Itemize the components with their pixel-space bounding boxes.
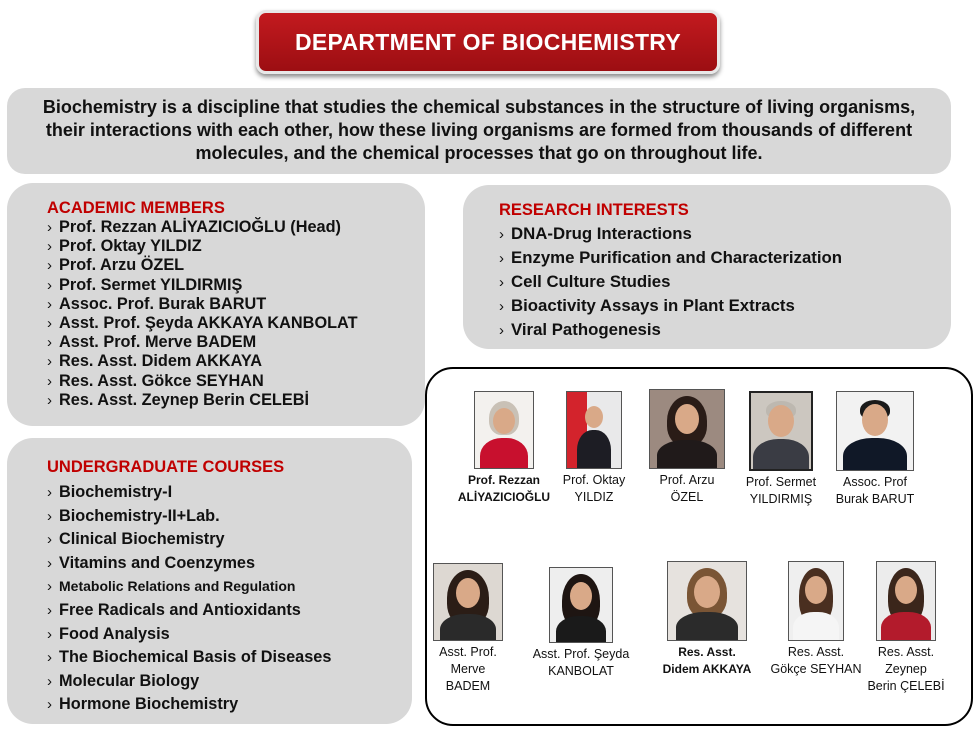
research-interests-panel bbox=[463, 185, 951, 349]
academic-member-item: › Res. Asst. Zeynep Berin CELEBİ bbox=[47, 391, 425, 410]
undergraduate-courses-list bbox=[47, 481, 412, 717]
staff-photo bbox=[836, 391, 914, 471]
research-interest-item: › DNA-Drug Interactions bbox=[499, 223, 951, 247]
course-item: › Vitamins and Coenzymes bbox=[47, 552, 412, 576]
staff-card bbox=[647, 561, 767, 678]
staff-photo bbox=[549, 567, 613, 643]
staff-caption: Prof. Sermet YILDIRMIŞ bbox=[745, 475, 817, 506]
intro-text: Biochemistry is a discipline that studies the chemical substances in the structure of living organisms, their interactions with each other, how these living organisms are formed from thousands of different molecules, and the chemical processes that go on throughout life. bbox=[7, 88, 951, 174]
course-item: › Molecular Biology bbox=[47, 670, 412, 694]
academic-member-item: › Prof. Arzu ÖZEL bbox=[47, 256, 425, 275]
academic-member-item: › Asst. Prof. Merve BADEM bbox=[47, 333, 425, 352]
staff-caption: Prof. Oktay YILDIZ bbox=[562, 473, 626, 504]
research-interest-item: › Bioactivity Assays in Plant Extracts bbox=[499, 295, 951, 319]
course-item: › Free Radicals and Antioxidants bbox=[47, 599, 412, 623]
staff-card bbox=[408, 563, 528, 695]
staff-card bbox=[521, 567, 641, 680]
undergraduate-courses-panel bbox=[7, 438, 412, 724]
course-item: › Metabolic Relations and Regulation bbox=[47, 575, 412, 599]
academic-member-item: › Asst. Prof. Şeyda AKKAYA KANBOLAT bbox=[47, 314, 425, 333]
page-title: DEPARTMENT OF BIOCHEMISTRY bbox=[294, 28, 682, 55]
academic-member-item: › Res. Asst. Didem AKKAYA bbox=[47, 352, 425, 371]
academic-members-panel bbox=[7, 183, 425, 426]
staff-photo-gallery bbox=[425, 367, 973, 726]
academic-member-item: › Prof. Sermet YILDIRMIŞ bbox=[47, 276, 425, 295]
course-item: › Food Analysis bbox=[47, 623, 412, 647]
staff-photo bbox=[649, 389, 725, 469]
staff-photo bbox=[667, 561, 747, 641]
staff-caption: Prof. Arzu ÖZEL bbox=[659, 473, 715, 504]
staff-photo bbox=[788, 561, 844, 641]
research-interest-item: › Enzyme Purification and Characterization bbox=[499, 247, 951, 271]
research-interest-item: › Cell Culture Studies bbox=[499, 271, 951, 295]
academic-member-item: › Prof. Oktay YILDIZ bbox=[47, 237, 425, 256]
staff-photo bbox=[566, 391, 622, 469]
staff-caption: Asst. Prof. Merve BADEM bbox=[439, 645, 497, 693]
staff-caption: Prof. Rezzan ALİYAZICIOĞLU bbox=[457, 473, 551, 504]
staff-photo bbox=[749, 391, 813, 471]
course-item: › Hormone Biochemistry bbox=[47, 693, 412, 717]
staff-caption: Res. Asst. Didem AKKAYA bbox=[662, 645, 752, 676]
research-interest-item: › Viral Pathogenesis bbox=[499, 319, 951, 343]
staff-caption: Res. Asst. Gökçe SEYHAN bbox=[770, 645, 862, 676]
staff-photo bbox=[474, 391, 534, 469]
research-interests-heading: RESEARCH INTERESTS bbox=[499, 201, 689, 219]
title-banner bbox=[256, 10, 720, 74]
staff-card bbox=[815, 391, 935, 508]
course-item: › Biochemistry-I bbox=[47, 481, 412, 505]
undergraduate-courses-heading: UNDERGRADUATE COURSES bbox=[47, 458, 285, 476]
staff-caption: Assoc. Prof Burak BARUT bbox=[835, 475, 915, 506]
academic-member-item: › Prof. Rezzan ALİYAZICIOĞLU (Head) bbox=[47, 218, 425, 237]
course-item: › Biochemistry-II+Lab. bbox=[47, 505, 412, 529]
staff-caption: Asst. Prof. Şeyda KANBOLAT bbox=[532, 647, 630, 678]
academic-member-item: › Res. Asst. Gökce SEYHAN bbox=[47, 372, 425, 391]
staff-photo bbox=[433, 563, 503, 641]
staff-caption: Res. Asst. Zeynep Berin ÇELEBİ bbox=[867, 645, 945, 693]
academic-member-item: › Assoc. Prof. Burak BARUT bbox=[47, 295, 425, 314]
course-item: › Clinical Biochemistry bbox=[47, 528, 412, 552]
research-interests-list bbox=[499, 223, 951, 343]
academic-members-heading: ACADEMIC MEMBERS bbox=[47, 199, 225, 217]
course-item: › The Biochemical Basis of Diseases bbox=[47, 646, 412, 670]
staff-photo bbox=[876, 561, 936, 641]
staff-card bbox=[846, 561, 966, 695]
academic-members-list bbox=[47, 218, 425, 410]
